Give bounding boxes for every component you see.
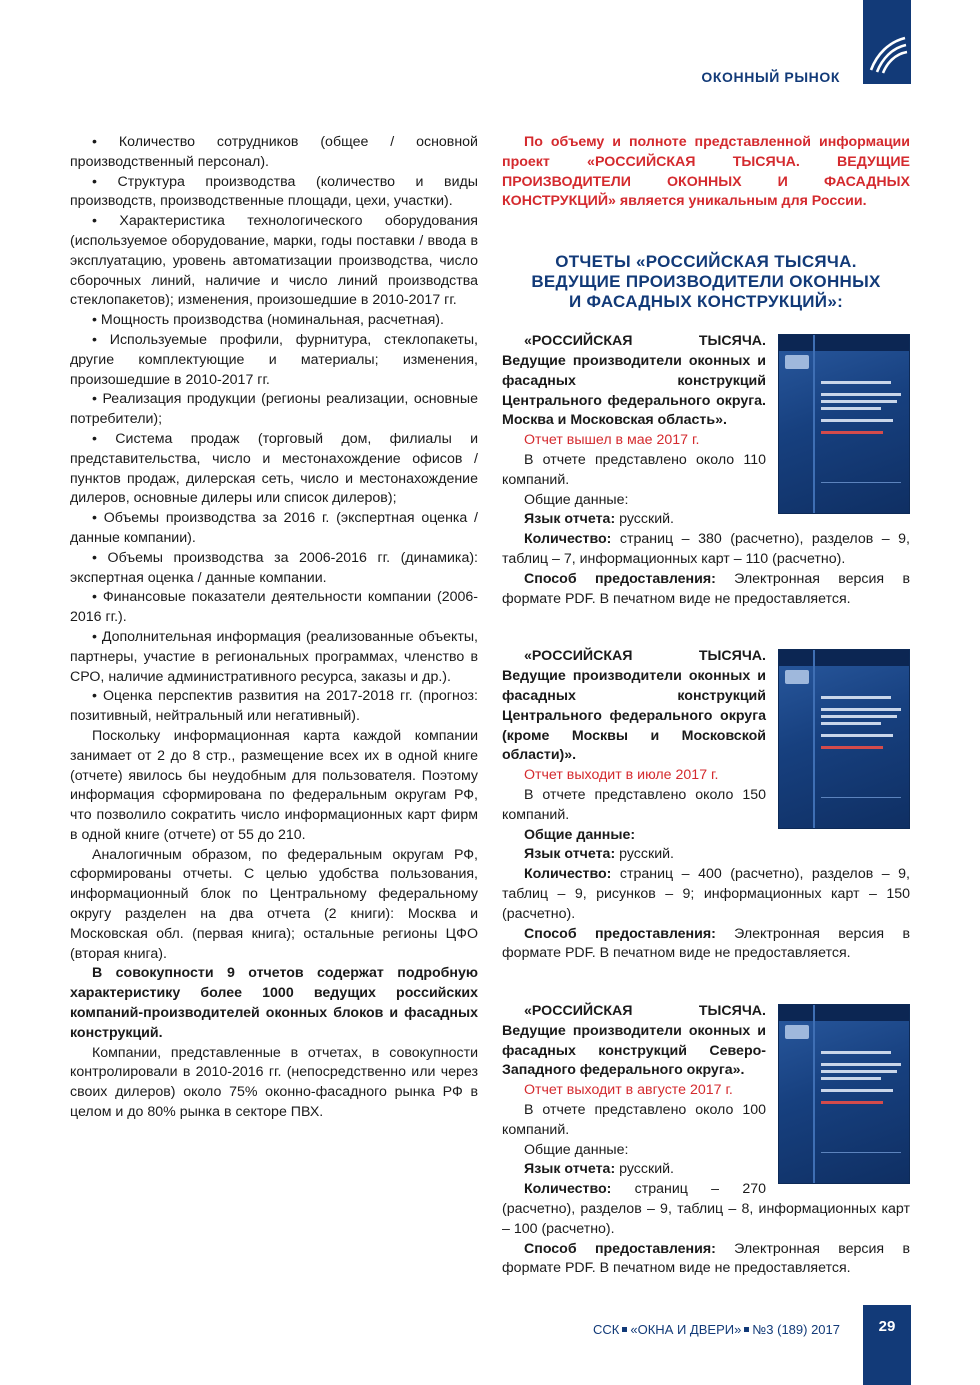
paragraph: • Финансовые показатели деятельности компании (2006-2016 гг.). [70, 589, 478, 626]
right-column [502, 133, 910, 1317]
report-general: Общие данные: [524, 1141, 629, 1158]
magazine-logo-icon [867, 34, 909, 76]
paragraph: • Объемы производства за 2016 г. (экспертная оценка / данные компании). [70, 510, 478, 546]
paragraph: Поскольку информационная карта каждой компании занимает от 2 до 8 стр., размещение всех их в одной книге (отчете) явилось бы неудобным для пользователя. Поэтому информация сформирована по федеральным округам РФ, что позволило сократить число информационных карт фирм в одной книге (отчете) от 55 до 210. [70, 727, 478, 843]
paragraph: • Реализация продукции (регионы реализации, основные потребители); [70, 391, 478, 428]
report-language: Язык отчета: русский. [524, 1161, 674, 1178]
paragraph: • Оценка перспектив развития на 2017-2018 гг. (прогноз: позитивный, нейтральный или негативный). [70, 688, 478, 725]
footer-magazine: «ОКНА И ДВЕРИ» [630, 1322, 742, 1337]
paragraph: • Количество сотрудников (общее / основной производственный персонал). [70, 134, 478, 170]
paragraph: Компании, представленные в отчетах, в совокупности контролировали в 2010-2016 гг. (непосредственно или через своих дилеров) около 75% оконно-фасадного рынка РФ в целом и до 80% рынка в секторе ПВХ. [70, 1044, 478, 1121]
report-title: «РОССИЙСКАЯ ТЫСЯЧА. Ведущие производители оконных и фасадных конструкций Северо-Западного федерального округа». [502, 1003, 766, 1079]
paragraph: • Мощность производства (номинальная, расчетная). [92, 312, 444, 329]
report-quantity: Количество: страниц – 380 (расчетно), разделов – 9, таблиц – 7, информационных карт – 110 (расчетно). [502, 531, 910, 567]
paragraph: • Характеристика технологического оборудования (используемое оборудование, марки, годы поставки / ввода в эксплуатацию, уровень автоматизации производства, число сборочных линий, наличие и число линий производства стеклопакетов); изменения, произошедшие в 2010-2017 гг. [70, 213, 478, 309]
report-count: В отчете представлено около 110 компаний. [502, 451, 766, 488]
report-item [502, 332, 910, 609]
reports-heading [502, 252, 910, 312]
report-cover-image [778, 1004, 910, 1184]
report-quantity: Количество: страниц – 270 (расчетно), разделов – 9, таблиц – 8, информационных карт – 100 (расчетно). [502, 1181, 910, 1237]
report-count: В отчете представлено около 150 компаний. [502, 786, 766, 823]
bold-paragraph: В совокупности 9 отчетов содержат подробную характеристику более 1000 ведущих российских компаний-производителей оконных блоков и фасадных конструкций. [70, 965, 478, 1041]
report-item [502, 647, 910, 964]
left-column [70, 133, 478, 1123]
report-general: Общие данные: [524, 826, 636, 843]
report-delivery: Способ предоставления: Электронная версия в формате PDF. В печатном виде не предоставляется. [502, 925, 910, 962]
footer-separator [744, 1327, 749, 1332]
heading-line: И ФАСАДНЫХ КОНСТРУКЦИЙ»: [568, 292, 844, 312]
report-date: Отчет выходит в августе 2017 г. [524, 1082, 733, 1099]
footer-publication [560, 1322, 840, 1337]
report-general: Общие данные: [524, 491, 629, 508]
page-number: 29 [878, 1318, 896, 1335]
page-number-bar [863, 1305, 911, 1385]
heading-line: ОТЧЕТЫ «РОССИЙСКАЯ ТЫСЯЧА. [555, 252, 857, 272]
report-language: Язык отчета: русский. [524, 846, 674, 863]
intro-highlight: По объему и полноте представленной информации проект «РОССИЙСКАЯ ТЫСЯЧА. ВЕДУЩИЕ ПРОИЗВОДИТЕЛИ ОКОННЫХ И ФАСАДНЫХ КОНСТРУКЦИЙ» является уникальным для России. [502, 134, 910, 210]
report-date: Отчет вышел в мае 2017 г. [524, 432, 700, 449]
report-title: «РОССИЙСКАЯ ТЫСЯЧА. Ведущие производители оконных и фасадных конструкций Центрального федерального округа (кроме Москвы и Московской области)». [502, 648, 766, 764]
report-delivery: Способ предоставления: Электронная версия в формате PDF. В печатном виде не предоставляется. [502, 570, 910, 607]
report-item [502, 1002, 910, 1279]
report-title: «РОССИЙСКАЯ ТЫСЯЧА. Ведущие производители оконных и фасадных конструкций Центрального федерального округа. Москва и Московская область». [502, 333, 766, 429]
report-date: Отчет выходит в июле 2017 г. [524, 767, 719, 784]
paragraph: • Объемы производства за 2006-2016 гг. (динамика): экспертная оценка / данные компании. [70, 549, 478, 586]
report-delivery: Способ предоставления: Электронная версия в формате PDF. В печатном виде не предоставляется. [502, 1240, 910, 1277]
footer-separator [622, 1327, 627, 1332]
paragraph: • Используемые профили, фурнитура, стеклопакеты, другие комплектующие и материалы; изменения, произошедшие в 2010-2017 гг. [70, 331, 478, 388]
heading-line: ВЕДУЩИЕ ПРОИЗВОДИТЕЛИ ОКОННЫХ [531, 272, 881, 292]
paragraph: • Система продаж (торговый дом, филиалы и представительства, число и местонахождение офисов / пунктов продаж, дилерская сеть, число и местонахождение дилеров, основные дилеры или список дилеров); [70, 430, 478, 507]
report-cover-image [778, 334, 910, 514]
report-cover-image [778, 649, 910, 829]
section-title: ОКОННЫЙ РЫНОК [701, 69, 840, 85]
report-count: В отчете представлено около 100 компаний. [502, 1102, 766, 1138]
paragraph: Аналогичным образом, по федеральным округам РФ, сформированы отчеты. С целью удобства пользования, информационный блок по Центральному федеральному округу разделен на два отчета (2 книги): Москва и Московская обл. (первая книга); остальные регионы ЦФО (вторая книга). [70, 846, 478, 962]
report-language: Язык отчета: русский. [524, 511, 674, 528]
paragraph: • Структура производства (количество и виды производств, производственные площади, цехи, участки). [70, 173, 478, 210]
report-quantity: Количество: страниц – 400 (расчетно), разделов – 9, таблиц – 9, рисунков – 9; информационных карт – 150 (расчетно). [502, 866, 910, 922]
footer-publisher: ССК [593, 1322, 620, 1337]
paragraph: • Дополнительная информация (реализованные объекты, партнеры, участие в региональных программах, членство в СРО, наличие административного ресурса, заказы и др.). [70, 628, 478, 685]
footer-issue: №3 (189) 2017 [752, 1322, 840, 1337]
